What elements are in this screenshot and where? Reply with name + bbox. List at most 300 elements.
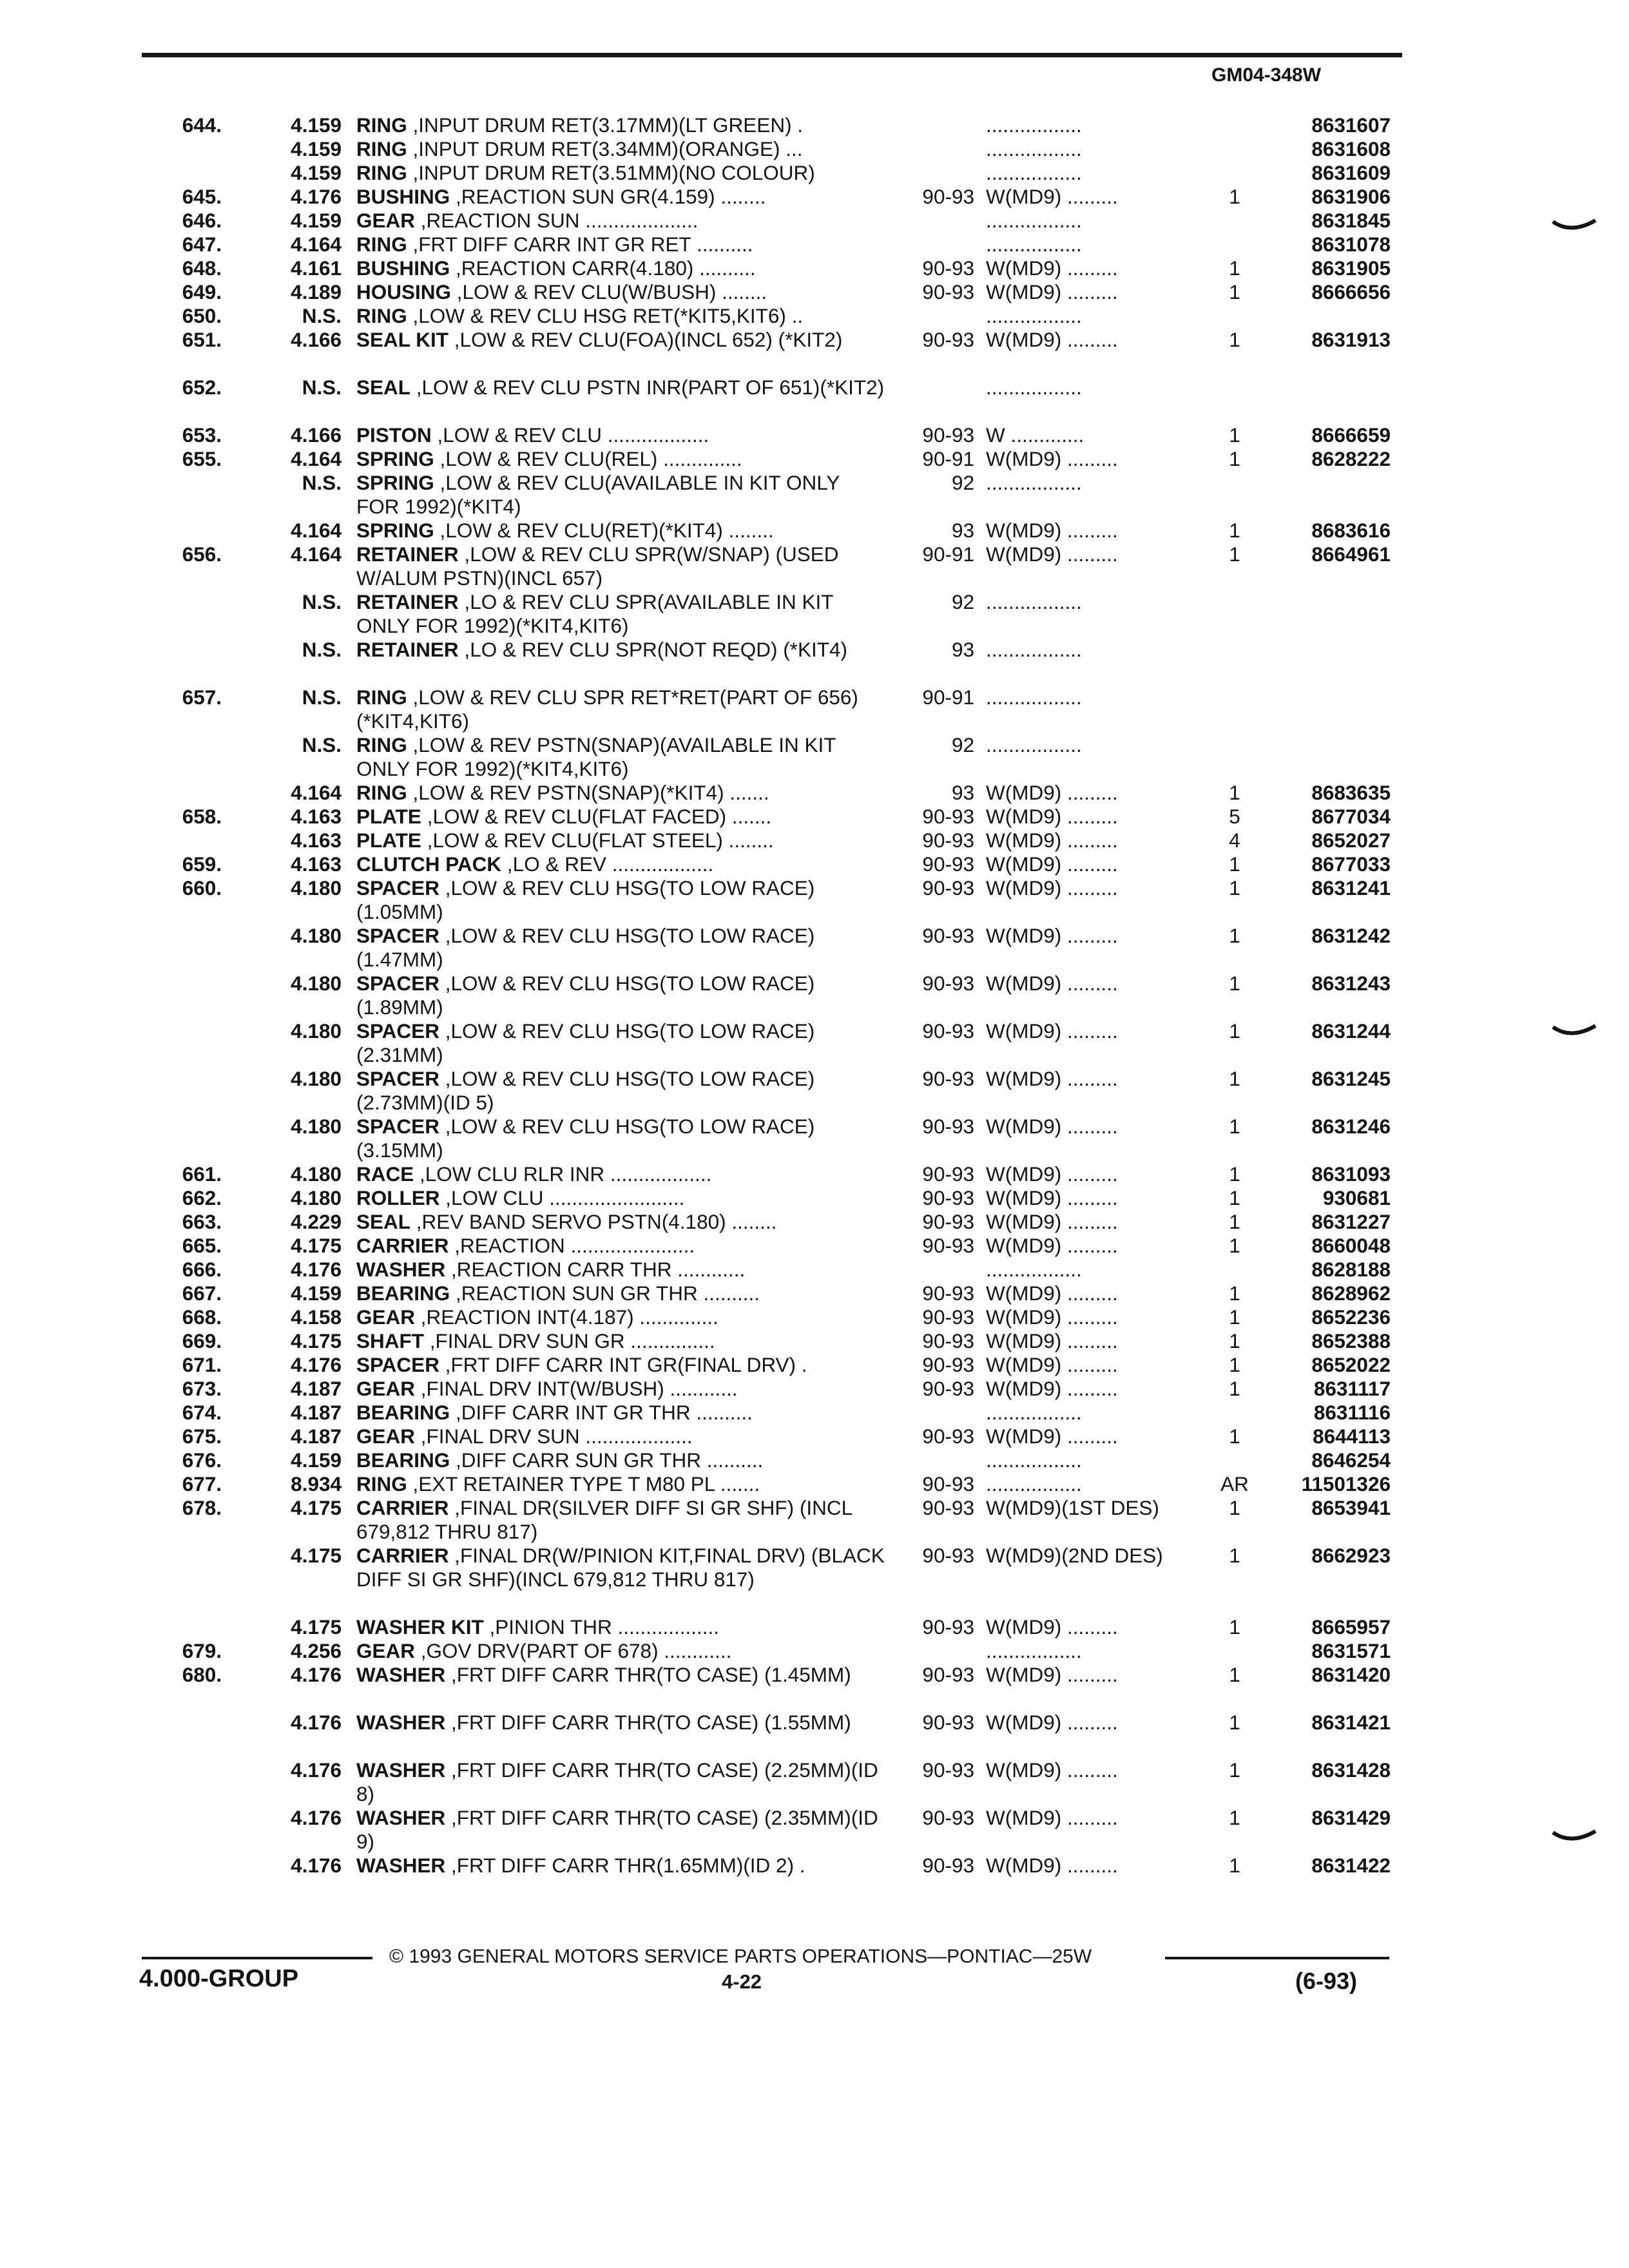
model-years: 90-93: [922, 1019, 974, 1043]
table-row: [0, 471, 1629, 519]
body-code: W(MD9) .........: [986, 1234, 1118, 1257]
part-detail: ,REV BAND SERVO PSTN(4.180) ........: [416, 1210, 777, 1233]
group-number: 4.176: [291, 1758, 342, 1782]
part-detail: ,LOW & REV CLU HSG(TO LOW RACE) (2.73MM)(ID 5): [356, 1067, 815, 1114]
model-years: 93: [951, 781, 974, 804]
part-detail: ,FRT DIFF CARR INT GR(FINAL DRV) .: [445, 1353, 807, 1376]
table-row: [0, 1639, 1629, 1663]
body-code: W(MD9) .........: [986, 280, 1118, 303]
part-description: [356, 1353, 886, 1377]
ref-number: 657.: [182, 686, 222, 709]
part-number: 8631609: [1311, 161, 1391, 184]
table-row: [0, 852, 1629, 876]
group-number: 4.176: [291, 1353, 342, 1376]
part-detail: ,FINAL DRV SUN ...................: [420, 1425, 693, 1448]
table-row: [0, 1496, 1629, 1544]
part-detail: ,LOW & REV PSTN(SNAP)(*KIT4) .......: [412, 781, 769, 804]
part-name: RING: [356, 1472, 407, 1495]
group-number: 4.187: [291, 1401, 342, 1424]
ref-number: 655.: [182, 447, 222, 470]
part-number: 8631607: [1311, 113, 1391, 137]
part-number: 8631571: [1311, 1639, 1391, 1662]
part-detail: ,LOW & REV CLU SPR RET*RET(PART OF 656)(*KIT4,KIT6): [356, 686, 858, 733]
part-detail: ,LOW & REV CLU PSTN INR(PART OF 651)(*KIT2): [416, 376, 885, 399]
part-description: [356, 328, 886, 352]
part-number: 8631242: [1311, 924, 1391, 947]
group-number: N.S.: [302, 376, 342, 399]
quantity: 1: [1229, 852, 1240, 876]
table-row: [0, 733, 1629, 781]
group-number: N.S.: [302, 590, 342, 613]
table-row: [0, 280, 1629, 304]
part-detail: ,REACTION SUN ....................: [420, 209, 699, 232]
part-description: [356, 1258, 886, 1282]
model-years: 90-91: [922, 686, 974, 709]
part-name: ROLLER: [356, 1186, 440, 1209]
body-code: .................: [986, 137, 1082, 160]
part-number: 8631117: [1313, 1377, 1391, 1400]
part-number: 8653941: [1311, 1496, 1391, 1519]
part-detail: ,INPUT DRUM RET(3.34MM)(ORANGE) ...: [412, 137, 803, 160]
part-number: 8652022: [1311, 1353, 1391, 1376]
part-detail: ,FINAL DR(W/PINION KIT,FINAL DRV) (BLACK DIFF SI GR SHF)(INCL 679,812 THRU 817): [356, 1544, 885, 1591]
group-number: 4.189: [291, 280, 342, 303]
ref-number: 645.: [182, 185, 222, 208]
table-row: [0, 1711, 1629, 1758]
part-number: 8628188: [1311, 1258, 1391, 1281]
ref-number: 666.: [182, 1258, 222, 1281]
ref-number: 660.: [182, 876, 222, 899]
ref-number: 679.: [182, 1639, 222, 1662]
footer-group-label: 4.000-GROUP: [139, 1965, 299, 1992]
part-description: [356, 1472, 886, 1496]
part-number: 8631078: [1311, 233, 1391, 256]
quantity: 1: [1229, 1353, 1240, 1376]
table-row: [0, 1282, 1629, 1305]
part-number: 8631243: [1311, 972, 1391, 995]
part-number: 8666659: [1311, 423, 1391, 447]
body-code: W(MD9) .........: [986, 924, 1118, 947]
body-code: W(MD9) .........: [986, 543, 1118, 566]
part-number: 930681: [1322, 1186, 1391, 1209]
ref-number: 653.: [182, 423, 222, 447]
part-description: [356, 543, 886, 590]
body-code: .................: [986, 686, 1082, 709]
group-number: 4.164: [291, 543, 342, 566]
binder-mark-icon: [1552, 218, 1597, 235]
table-row: [0, 447, 1629, 471]
part-name: BEARING: [356, 1282, 450, 1305]
body-code: W(MD9) .........: [986, 1210, 1118, 1233]
part-name: RING: [356, 304, 407, 327]
ref-number: 675.: [182, 1425, 222, 1448]
model-years: 90-93: [922, 1377, 974, 1400]
part-description: [356, 1496, 886, 1544]
part-description: [356, 280, 886, 304]
quantity: 1: [1229, 972, 1240, 995]
part-description: [356, 590, 886, 638]
table-row: [0, 781, 1629, 805]
part-number: 8652236: [1311, 1305, 1391, 1329]
part-detail: ,INPUT DRUM RET(3.51MM)(NO COLOUR): [412, 161, 815, 184]
table-row: [0, 113, 1629, 137]
part-number: 8646254: [1311, 1448, 1391, 1472]
model-years: 92: [951, 733, 974, 756]
model-years: 90-93: [922, 1305, 974, 1329]
part-name: RING: [356, 161, 407, 184]
part-number: 8683635: [1311, 781, 1391, 804]
part-description: [356, 1663, 886, 1687]
part-description: [356, 256, 886, 280]
part-number: 8631422: [1311, 1854, 1391, 1877]
part-detail: ,REACTION ......................: [454, 1234, 695, 1257]
part-name: PLATE: [356, 829, 421, 852]
group-number: 4.164: [291, 233, 342, 256]
part-name: RING: [356, 113, 407, 137]
ref-number: 680.: [182, 1663, 222, 1686]
footer-copyright: © 1993 GENERAL MOTORS SERVICE PARTS OPERATIONS—PONTIAC—25W: [389, 1946, 1092, 1967]
group-number: N.S.: [302, 471, 342, 494]
table-row: [0, 256, 1629, 280]
part-name: BUSHING: [356, 185, 450, 208]
quantity: AR: [1220, 1472, 1249, 1495]
part-name: WASHER: [356, 1663, 446, 1686]
part-name: PISTON: [356, 423, 432, 447]
table-row: [0, 1663, 1629, 1711]
part-detail: ,FRT DIFF CARR THR(TO CASE) (2.25MM)(ID 8): [356, 1758, 878, 1805]
quantity: 1: [1229, 876, 1240, 899]
table-row: [0, 1472, 1629, 1496]
part-number: 8660048: [1311, 1234, 1391, 1257]
model-years: 93: [951, 519, 974, 542]
model-years: 90-93: [922, 805, 974, 828]
group-number: 4.164: [291, 519, 342, 542]
ref-number: 667.: [182, 1282, 222, 1305]
part-name: HOUSING: [356, 280, 452, 303]
quantity: 1: [1229, 1210, 1240, 1233]
body-code: .................: [986, 590, 1082, 613]
model-years: 90-93: [922, 280, 974, 303]
ref-number: 661.: [182, 1162, 222, 1186]
part-detail: ,DIFF CARR SUN GR THR ..........: [456, 1448, 764, 1472]
quantity: 1: [1229, 1377, 1240, 1400]
table-row: [0, 1425, 1629, 1448]
part-detail: ,GOV DRV(PART OF 678) ............: [420, 1639, 732, 1662]
part-description: [356, 924, 886, 972]
body-code: .................: [986, 233, 1082, 256]
ref-number: 663.: [182, 1210, 222, 1233]
model-years: 92: [951, 471, 974, 494]
part-description: [356, 1377, 886, 1401]
part-description: [356, 1758, 886, 1806]
table-row: [0, 543, 1629, 590]
part-description: [356, 161, 886, 185]
part-detail: ,LOW & REV PSTN(SNAP)(AVAILABLE IN KIT ONLY FOR 1992)(*KIT4,KIT6): [356, 733, 836, 780]
part-number: 8628222: [1311, 447, 1391, 470]
part-detail: ,LOW & REV CLU ..................: [437, 423, 709, 447]
body-code: W(MD9) .........: [986, 1115, 1118, 1138]
part-description: [356, 1544, 886, 1591]
part-name: SPRING: [356, 471, 434, 494]
part-description: [356, 471, 886, 519]
part-description: [356, 304, 886, 328]
part-name: GEAR: [356, 209, 416, 232]
body-code: W(MD9) .........: [986, 1806, 1118, 1829]
quantity: 1: [1229, 256, 1240, 280]
group-number: 4.175: [291, 1234, 342, 1257]
table-row: [0, 1305, 1629, 1329]
part-detail: ,FRT DIFF CARR THR(1.65MM)(ID 2) .: [451, 1854, 805, 1877]
body-code: W(MD9) .........: [986, 256, 1118, 280]
body-code: W(MD9) .........: [986, 1282, 1118, 1305]
group-number: 4.176: [291, 1663, 342, 1686]
ref-number: 650.: [182, 304, 222, 327]
group-number: 4.159: [291, 113, 342, 137]
group-number: 4.166: [291, 328, 342, 351]
part-number: 8631116: [1313, 1401, 1391, 1424]
body-code: .................: [986, 1448, 1082, 1472]
model-years: 90-93: [922, 1186, 974, 1209]
part-description: [356, 113, 886, 137]
table-row: [0, 805, 1629, 829]
part-number: 11501326: [1301, 1472, 1391, 1495]
part-detail: ,LOW & REV CLU HSG(TO LOW RACE) (1.89MM): [356, 972, 815, 1019]
model-years: 90-93: [922, 1234, 974, 1257]
group-number: 4.175: [291, 1544, 342, 1567]
model-years: 90-93: [922, 972, 974, 995]
part-detail: ,LOW CLU RLR INR ..................: [419, 1162, 712, 1186]
part-description: [356, 376, 886, 399]
part-number: 8631420: [1311, 1663, 1391, 1686]
ref-number: 668.: [182, 1305, 222, 1329]
part-number: 8631913: [1311, 328, 1391, 351]
part-number: 8631227: [1311, 1210, 1391, 1233]
body-code: W(MD9) .........: [986, 1425, 1118, 1448]
part-number: 8662923: [1311, 1544, 1391, 1567]
part-number: 8631244: [1311, 1019, 1391, 1043]
table-row: [0, 1615, 1629, 1639]
quantity: 1: [1229, 781, 1240, 804]
body-code: W .............: [986, 423, 1084, 447]
group-number: 4.164: [291, 447, 342, 470]
ref-number: 662.: [182, 1186, 222, 1209]
header-rule: [142, 53, 1402, 57]
part-description: [356, 1115, 886, 1162]
part-description: [356, 1425, 886, 1448]
part-name: WASHER KIT: [356, 1615, 484, 1639]
table-row: [0, 328, 1629, 376]
part-name: SPACER: [356, 924, 439, 947]
part-number: 8631845: [1311, 209, 1391, 232]
model-years: 90-91: [922, 447, 974, 470]
ref-number: 658.: [182, 805, 222, 828]
parts-list: [0, 113, 1629, 1878]
body-code: .................: [986, 113, 1082, 137]
footer-date: (6-93): [1295, 1968, 1358, 1994]
part-name: SHAFT: [356, 1329, 424, 1352]
part-name: GEAR: [356, 1425, 416, 1448]
part-description: [356, 1711, 886, 1735]
body-code: W(MD9) .........: [986, 1329, 1118, 1352]
table-row: [0, 924, 1629, 972]
part-detail: ,FINAL DRV SUN GR ...............: [429, 1329, 715, 1352]
part-name: CARRIER: [356, 1496, 449, 1519]
group-number: 4.164: [291, 781, 342, 804]
group-number: 4.158: [291, 1305, 342, 1329]
ref-number: 652.: [182, 376, 222, 399]
part-description: [356, 1639, 886, 1663]
ref-number: 651.: [182, 328, 222, 351]
part-detail: ,FRT DIFF CARR THR(TO CASE) (2.35MM)(ID 9): [356, 1806, 878, 1853]
part-description: [356, 781, 886, 805]
model-years: 90-93: [922, 1544, 974, 1567]
part-name: WASHER: [356, 1854, 446, 1877]
table-row: [0, 1186, 1629, 1210]
table-row: [0, 1234, 1629, 1258]
part-detail: ,FINAL DR(SILVER DIFF SI GR SHF) (INCL 679,812 THRU 817): [356, 1496, 852, 1543]
part-name: RING: [356, 781, 407, 804]
part-number: 8666656: [1311, 280, 1391, 303]
part-name: WASHER: [356, 1806, 446, 1829]
part-detail: ,LOW & REV CLU HSG RET(*KIT5,KIT6) ..: [412, 304, 804, 327]
part-description: [356, 972, 886, 1019]
table-row: [0, 876, 1629, 924]
model-years: 90-93: [922, 852, 974, 876]
table-row: [0, 829, 1629, 852]
part-detail: ,LOW & REV CLU HSG(TO LOW RACE) (3.15MM): [356, 1115, 815, 1162]
part-description: [356, 1329, 886, 1353]
quantity: 1: [1229, 1544, 1240, 1567]
group-number: 4.163: [291, 852, 342, 876]
part-name: SPACER: [356, 972, 439, 995]
quantity: 1: [1229, 1329, 1240, 1352]
part-number: 8631608: [1311, 137, 1391, 160]
part-name: WASHER: [356, 1758, 446, 1782]
part-description: [356, 1305, 886, 1329]
part-name: SPACER: [356, 1115, 439, 1138]
quantity: 5: [1229, 805, 1240, 828]
part-description: [356, 638, 886, 662]
model-years: 90-93: [922, 924, 974, 947]
group-number: 8.934: [291, 1472, 342, 1495]
table-row: [0, 304, 1629, 328]
quantity: 1: [1229, 1854, 1240, 1877]
part-name: BUSHING: [356, 256, 450, 280]
part-description: [356, 733, 886, 781]
group-number: 4.180: [291, 924, 342, 947]
part-description: [356, 1401, 886, 1425]
quantity: 1: [1229, 924, 1240, 947]
quantity: 4: [1229, 829, 1240, 852]
part-detail: ,LOW & REV CLU(FLAT FACED) .......: [427, 805, 772, 828]
part-number: 8631906: [1311, 185, 1391, 208]
model-years: 90-93: [922, 1806, 974, 1829]
ref-number: 673.: [182, 1377, 222, 1400]
table-row: [0, 137, 1629, 161]
part-detail: ,LOW CLU ........................: [445, 1186, 685, 1209]
part-detail: ,LOW & REV CLU HSG(TO LOW RACE) (1.47MM): [356, 924, 815, 971]
body-code: .................: [986, 1258, 1082, 1281]
body-code: .................: [986, 1639, 1082, 1662]
group-number: 4.180: [291, 1019, 342, 1043]
quantity: 1: [1229, 1425, 1240, 1448]
part-description: [356, 1067, 886, 1115]
part-description: [356, 233, 886, 256]
quantity: 1: [1229, 1305, 1240, 1329]
body-code: W(MD9) .........: [986, 1758, 1118, 1782]
ref-number: 665.: [182, 1234, 222, 1257]
part-description: [356, 686, 886, 733]
quantity: 1: [1229, 1663, 1240, 1686]
part-description: [356, 1019, 886, 1067]
body-code: W(MD9) .........: [986, 972, 1118, 995]
part-name: BEARING: [356, 1401, 450, 1424]
part-detail: ,LO & REV CLU SPR(AVAILABLE IN KIT ONLY FOR 1992)(*KIT4,KIT6): [356, 590, 833, 637]
table-row: [0, 972, 1629, 1019]
group-number: 4.180: [291, 1186, 342, 1209]
model-years: 90-93: [922, 1472, 974, 1495]
table-row: [0, 1353, 1629, 1377]
table-row: [0, 1019, 1629, 1067]
part-name: RING: [356, 233, 407, 256]
body-code: W(MD9) .........: [986, 1377, 1118, 1400]
table-row: [0, 1758, 1629, 1806]
group-number: 4.176: [291, 1711, 342, 1734]
table-row: [0, 185, 1629, 209]
group-number: 4.180: [291, 1115, 342, 1138]
part-number: 8665957: [1311, 1615, 1391, 1639]
part-description: [356, 185, 886, 209]
body-code: W(MD9) .........: [986, 1353, 1118, 1376]
table-row: [0, 519, 1629, 543]
binder-mark-icon: [1552, 1023, 1597, 1040]
ref-number: 647.: [182, 233, 222, 256]
part-number: 8631428: [1311, 1758, 1391, 1782]
table-row: [0, 1162, 1629, 1186]
table-row: [0, 1401, 1629, 1425]
quantity: 1: [1229, 328, 1240, 351]
quantity: 1: [1229, 280, 1240, 303]
part-detail: ,LOW & REV CLU(RET)(*KIT4) ........: [439, 519, 774, 542]
part-number: 8631421: [1311, 1711, 1391, 1734]
model-years: 90-93: [922, 1329, 974, 1352]
table-row: [0, 209, 1629, 233]
part-detail: ,EXT RETAINER TYPE T M80 PL .......: [412, 1472, 760, 1495]
group-number: 4.175: [291, 1615, 342, 1639]
quantity: 1: [1229, 1186, 1240, 1209]
model-years: 90-93: [922, 1115, 974, 1138]
quantity: 1: [1229, 1615, 1240, 1639]
body-code: W(MD9) .........: [986, 1663, 1118, 1686]
part-name: SEAL: [356, 1210, 411, 1233]
part-number: 8631905: [1311, 256, 1391, 280]
part-name: SPACER: [356, 1067, 439, 1090]
part-description: [356, 1806, 886, 1854]
quantity: 1: [1229, 519, 1240, 542]
group-number: 4.176: [291, 1258, 342, 1281]
part-description: [356, 447, 886, 471]
group-number: 4.166: [291, 423, 342, 447]
ref-number: 656.: [182, 543, 222, 566]
part-name: SPACER: [356, 1353, 439, 1376]
body-code: W(MD9)(2ND DES): [986, 1544, 1163, 1567]
part-name: SPRING: [356, 519, 434, 542]
ref-number: 678.: [182, 1496, 222, 1519]
part-detail: ,LOW & REV CLU HSG(TO LOW RACE) (1.05MM): [356, 876, 815, 923]
part-name: SPACER: [356, 876, 439, 899]
table-row: [0, 1854, 1629, 1878]
body-code: .................: [986, 304, 1082, 327]
